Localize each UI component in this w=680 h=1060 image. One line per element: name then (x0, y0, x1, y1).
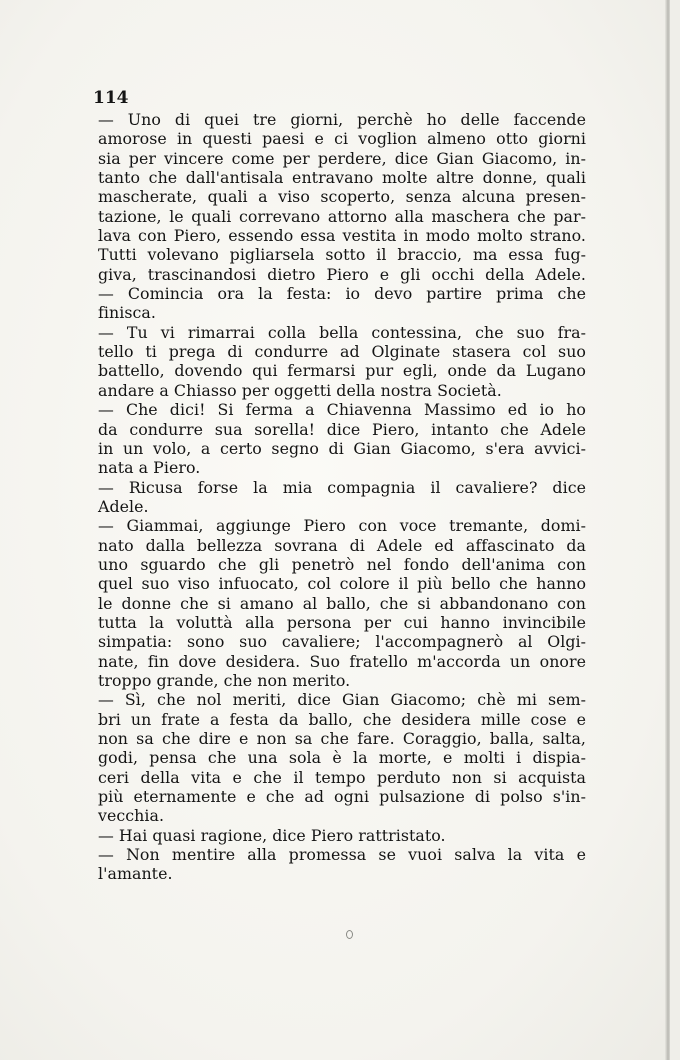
text-line: — Che dici! Si ferma a Chiavenna Massimo ed io ho (98, 400, 586, 420)
text-line: giva, trascinandosi dietro Piero e gli occhi della Adele. (98, 264, 586, 284)
text-line: da condurre sua sorella! dice Piero, intanto che Adele (98, 419, 586, 439)
text-line: mascherate, quali a viso scoperto, senza alcuna presen- (98, 187, 586, 207)
text-line: — Sì, che nol meriti, dice Gian Giacomo; chè mi sem- (98, 690, 586, 710)
text-line: non sa che dire e non sa che fare. Coraggio, balla, salta, (98, 729, 586, 748)
text-line: battello, dovendo qui fermarsi pur egli, onde da Lugano (98, 361, 586, 381)
text-line: più eternamente e che ad ogni pulsazione di polso s'in- (98, 787, 586, 807)
text-line: lava con Piero, essendo essa vestita in modo molto strano. (98, 226, 586, 246)
text-line: tutta la voluttà alla persona per cui hanno invincibile (98, 612, 586, 632)
text-line: nate, fin dove desidera. Suo fratello m'accorda un onore (98, 651, 586, 671)
text-line: Adele. (98, 496, 149, 516)
text-line: bri un frate a festa da ballo, che desidera mille cose e (98, 709, 586, 729)
text-line: tanto che dall'antisala entravano molte altre donne, quali (98, 168, 586, 188)
text-line: finisca. (98, 303, 156, 323)
text-line: godi, pensa che una sola è la morte, e molti i dispia- (98, 748, 586, 768)
text-line: quel suo viso infuocato, col colore il più bello che hanno (98, 574, 586, 594)
body-text (98, 110, 586, 884)
text-line: le donne che si amano al ballo, che si abbandonano con (98, 593, 586, 613)
text-line: uno sguardo che gli penetrò nel fondo dell'anima con (98, 554, 586, 574)
text-line: — Uno di quei tre giorni, perchè ho delle faccende (98, 110, 586, 129)
text-line: troppo grande, che non merito. (98, 670, 351, 690)
text-line: — Hai quasi ragione, dice Piero rattristato. (98, 825, 446, 845)
text-line: ceri della vita e che il tempo perduto non si acquista (98, 767, 586, 787)
text-line: sia per vincere come per perdere, dice Gian Giacomo, in- (98, 148, 586, 168)
text-line: l'amante. (98, 864, 173, 884)
text-line: — Ricusa forse la mia compagnia il cavaliere? dice (98, 477, 586, 497)
text-line: vecchia. (98, 806, 165, 826)
text-line: — Comincia ora la festa: io devo partire prima che (98, 284, 586, 304)
text-line: nata a Piero. (98, 458, 201, 478)
text-line: tazione, le quali correvano attorno alla maschera che par- (98, 206, 586, 226)
paper-speck (346, 930, 353, 939)
text-line: — Tu vi rimarrai colla bella contessina, che suo fra- (98, 322, 586, 342)
text-line: simpatia: sono suo cavaliere; l'accompagnerò al Olgi- (98, 632, 586, 652)
text-line: tello ti prega di condurre ad Olginate stasera col suo (98, 342, 586, 362)
text-line: — Giammai, aggiunge Piero con voce tremante, domi- (98, 516, 586, 536)
page-number: 114 (93, 88, 129, 108)
text-line: andare a Chiasso per oggetti della nostra Società. (98, 380, 502, 400)
text-line: — Non mentire alla promessa se vuoi salva la vita e (98, 845, 586, 865)
page-edge (670, 0, 680, 1060)
text-line: amorose in questi paesi e ci voglion almeno otto giorni (98, 129, 586, 149)
text-line: nato dalla bellezza sovrana di Adele ed affascinato da (98, 535, 586, 555)
text-line: Tutti volevano pigliarsela sotto il braccio, ma essa fug- (98, 245, 586, 265)
text-line: in un volo, a certo segno di Gian Giacomo, s'era avvici- (98, 438, 586, 458)
